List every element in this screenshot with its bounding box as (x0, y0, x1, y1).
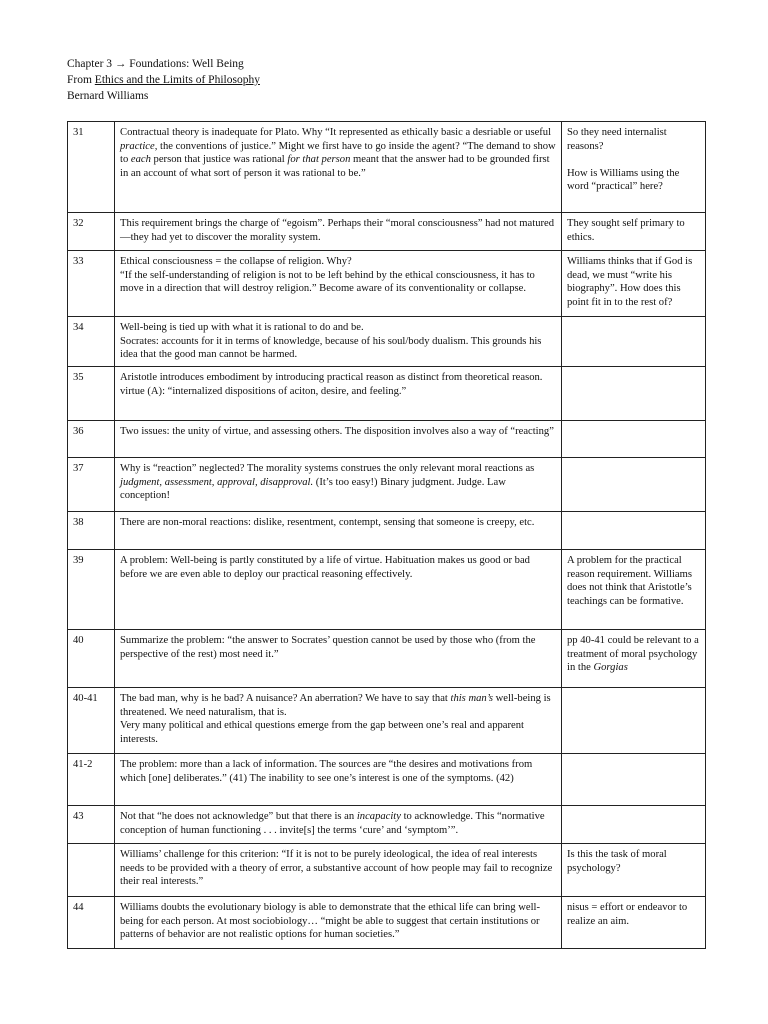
note-text: Williams doubts the evolutionary biology is able to demonstrate that the ethical life can bring well-being for each person. At most sociobiology… “might be able to suggest that certain institutions or patterns of behavior are not realistic options for human societies.” (115, 897, 562, 949)
margin-comment (562, 367, 706, 421)
table-row (68, 630, 706, 688)
note-text: The problem: more than a lack of information. The sources are “the desires and motivations from which [one] deliberates.” (41) The inability to see one’s interest is one of the symptoms. (42) (115, 754, 562, 806)
note-text: Williams’ challenge for this criterion: “If it is not to be purely ideological, the idea of real interests needs to be provided with a theory of error, a substantive account of how people may fail to recognize their real interests.” (115, 844, 562, 897)
note-text: Contractual theory is inadequate for Plato. Why “It represented as ethically basic a desriable or useful practice, the conventions of justice.” Might we first have to go inside the agent? “The demand to show to each person that justice was rational for that person meant that the answer had to be grounded first in an account of what sort of person it was rational to be.” (115, 122, 562, 213)
page-number: 32 (68, 213, 115, 251)
source-line (67, 72, 260, 88)
document-header (67, 56, 260, 104)
table-row (68, 367, 706, 421)
note-text: Well-being is tied up with what it is rational to do and be. Socrates: accounts for it in terms of knowledge, because of his soul/body dualism. This grounds his idea that the good man cannot be harmed. (115, 317, 562, 367)
table-row (68, 317, 706, 367)
table-row (68, 122, 706, 213)
note-text: Why is “reaction” neglected? The morality systems construes the only relevant moral reactions as judgment, assessment, approval, disapproval. (It’s too easy!) Binary judgment. Judge. Law conception! (115, 458, 562, 512)
table-row (68, 550, 706, 630)
page-number: 37 (68, 458, 115, 512)
page-number: 31 (68, 122, 115, 213)
author-name: Bernard Williams (67, 90, 149, 102)
source-prefix: From (67, 74, 95, 86)
page-number: 41-2 (68, 754, 115, 806)
note-text: This requirement brings the charge of “egoism”. Perhaps their “moral consciousness” had not matured—they had yet to discover the morality system. (115, 213, 562, 251)
margin-comment: nisus = effort or endeavor to realize an aim. (562, 897, 706, 949)
margin-comment: Is this the task of moral psychology? (562, 844, 706, 897)
notes-table (67, 121, 706, 949)
page-number: 36 (68, 421, 115, 458)
page-number: 44 (68, 897, 115, 949)
page-number: 33 (68, 251, 115, 317)
note-text: Aristotle introduces embodiment by introducing practical reason as distinct from theoretical reason. virtue (A): “internalized dispositions of aciton, desire, and feeling.” (115, 367, 562, 421)
margin-comment: A problem for the practical reason requirement. Williams does not think that Aristotle’s teachings can be formative. (562, 550, 706, 630)
margin-comment (562, 688, 706, 754)
page-number (68, 844, 115, 897)
margin-comment (562, 317, 706, 367)
note-text: Summarize the problem: “the answer to Socrates’ question cannot be used by those who (from the perspective of the rest) most need it.” (115, 630, 562, 688)
margin-comment: Williams thinks that if God is dead, we must “write his biography”. How does this point fit in to the rest of? (562, 251, 706, 317)
table-row (68, 754, 706, 806)
page-number: 43 (68, 806, 115, 844)
page-number: 40 (68, 630, 115, 688)
page-number: 40-41 (68, 688, 115, 754)
table-row (68, 458, 706, 512)
page-number: 38 (68, 512, 115, 550)
table-row (68, 688, 706, 754)
margin-comment (562, 754, 706, 806)
page-number: 35 (68, 367, 115, 421)
table-row (68, 806, 706, 844)
page-number: 34 (68, 317, 115, 367)
note-text: The bad man, why is he bad? A nuisance? An aberration? We have to say that this man’s well-being is threatened. We need naturalism, that is. Very many political and ethical questions emerge from the gap between one’s real and apparent interests. (115, 688, 562, 754)
margin-comment (562, 421, 706, 458)
margin-comment (562, 806, 706, 844)
margin-comment: They sought self primary to ethics. (562, 213, 706, 251)
page-number: 39 (68, 550, 115, 630)
margin-comment: So they need internalist reasons? How is Williams using the word “practical” here? (562, 122, 706, 213)
note-text: Two issues: the unity of virtue, and assessing others. The disposition involves also a way of “reacting” (115, 421, 562, 458)
note-text: Not that “he does not acknowledge” but that there is an incapacity to acknowledge. This “normative conception of human functioning . . . invite[s] the terms ‘cure’ and ‘symptom’”. (115, 806, 562, 844)
margin-comment (562, 458, 706, 512)
table-row (68, 512, 706, 550)
note-text: A problem: Well-being is partly constituted by a life of virtue. Habituation makes us good or bad before we are even able to deploy our practical reasoning effectively. (115, 550, 562, 630)
source-book-title: Ethics and the Limits of Philosophy (94, 74, 260, 86)
note-text: There are non-moral reactions: dislike, resentment, contempt, sensing that someone is creepy, etc. (115, 512, 562, 550)
table-row (68, 213, 706, 251)
note-text: Ethical consciousness = the collapse of religion. Why? “If the self-understanding of religion is not to be left behind by the ethical consciousness, it has to move in a direction that will destroy religion.” Become aware of its conventionality or collapse. (115, 251, 562, 317)
table-row (68, 844, 706, 897)
chapter-title: Chapter 3 → Foundations: Well Being (67, 58, 244, 70)
table-row (68, 421, 706, 458)
table-row (68, 251, 706, 317)
margin-comment: pp 40-41 could be relevant to a treatment of moral psychology in the Gorgias (562, 630, 706, 688)
margin-comment (562, 512, 706, 550)
table-row (68, 897, 706, 949)
